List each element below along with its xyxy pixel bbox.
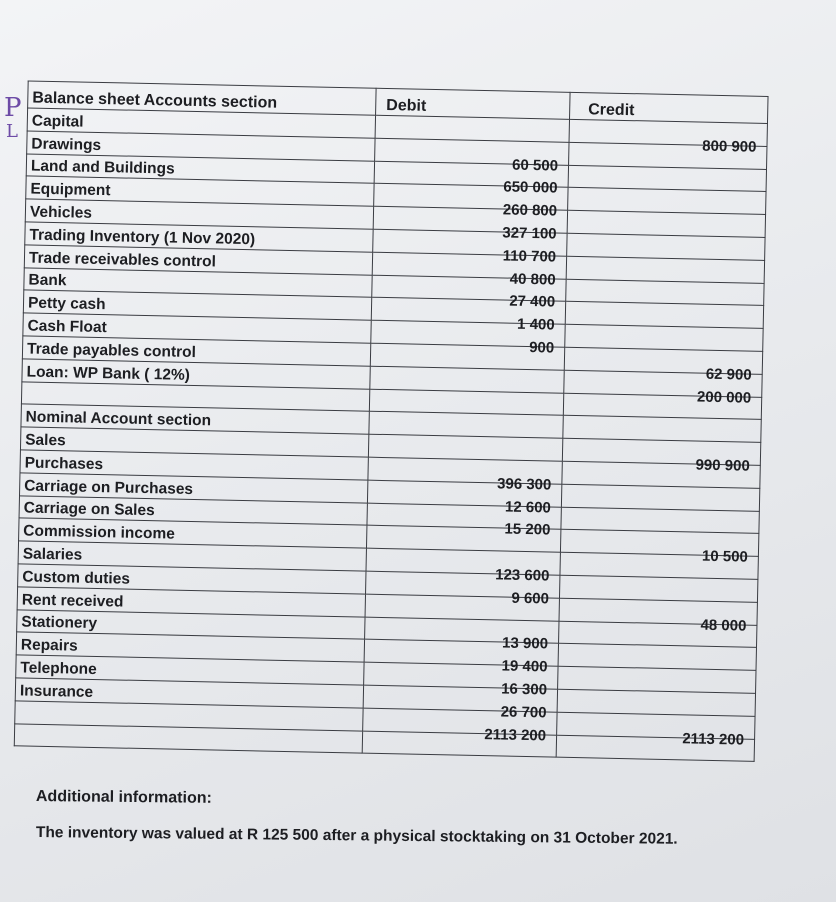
account-name-cell: Commission income (19, 518, 367, 548)
credit-amount: 800 900 (702, 137, 757, 156)
account-name-cell: Repairs (16, 632, 364, 662)
account-name-cell: Insurance (15, 678, 363, 708)
account-name-cell: Bank (24, 268, 372, 298)
account-name-cell: Nominal Account section (21, 404, 369, 434)
account-name-cell: Rent received (17, 587, 365, 617)
debit-amount: 15 200 (504, 520, 551, 539)
credit-column-header: Credit (570, 92, 769, 123)
account-name-cell: Vehicles (25, 199, 373, 229)
account-name-cell: Capital (27, 108, 375, 138)
account-name-cell: Stationery (17, 609, 365, 639)
account-name-cell: Drawings (27, 131, 375, 161)
account-name-cell: Trading Inventory (1 Nov 2020) (25, 222, 373, 252)
debit-amount: 1 400 (516, 315, 555, 334)
debit-amount: 26 700 (500, 703, 547, 722)
account-name-cell: Carriage on Purchases (20, 473, 368, 503)
credit-amount: 62 900 (705, 365, 752, 384)
account-name-cell: Land and Buildings (26, 154, 374, 184)
debit-amount: 27 400 (509, 292, 556, 311)
section-title-balance-sheet: Balance sheet Accounts section (28, 81, 376, 115)
handwritten-annotation (4, 93, 22, 144)
credit-amount: 48 000 (700, 616, 747, 635)
account-name-cell: Telephone (16, 655, 364, 685)
account-name-cell: Equipment (26, 176, 374, 206)
credit-amount: 2113 200 (682, 729, 745, 749)
trial-balance-sheet (6, 66, 790, 749)
credit-amount: 200 000 (696, 388, 752, 407)
account-name-cell: Cash Float (23, 313, 371, 343)
credit-amount: 10 500 (701, 547, 749, 566)
debit-column-header: Debit (376, 88, 571, 119)
handwritten-p: P (4, 93, 22, 123)
account-name-cell: Salaries (18, 541, 366, 571)
debit-amount: 13 900 (501, 634, 549, 653)
account-name-cell: Purchases (20, 450, 368, 480)
table-body (14, 108, 767, 762)
debit-amount: 12 600 (504, 498, 552, 517)
account-name-cell: Custom duties (18, 564, 366, 594)
account-name-cell: Sales (20, 427, 368, 457)
debit-amount: 327 100 (502, 224, 557, 243)
account-name-cell: Loan: WP Bank ( 12%) (22, 359, 370, 389)
account-name-cell: Petty cash (23, 290, 371, 320)
debit-amount: 650 000 (503, 178, 558, 197)
handwritten-l: L (6, 121, 18, 142)
account-name-cell: Trade receivables control (24, 245, 372, 275)
additional-info-text: The inventory was valued at R 125 500 after a physical stocktaking on 31 October 2021. (35, 824, 678, 848)
debit-amount: 900 (529, 338, 555, 357)
debit-amount: 16 300 (500, 680, 548, 699)
debit-amount: 60 500 (511, 156, 559, 175)
debit-amount: 396 300 (496, 475, 552, 494)
debit-amount: 19 400 (501, 657, 548, 676)
account-name-cell: Carriage on Sales (19, 495, 367, 525)
debit-amount: 260 800 (502, 201, 558, 220)
account-name-cell: Trade payables control (22, 336, 370, 366)
trial-balance-table (14, 80, 769, 762)
debit-amount: 110 700 (502, 247, 557, 266)
additional-info-heading: Additional information: (35, 788, 212, 807)
debit-amount: 40 800 (509, 270, 556, 289)
debit-amount: 9 600 (511, 589, 550, 608)
debit-amount: 123 600 (495, 566, 550, 585)
credit-amount: 990 900 (695, 456, 750, 475)
debit-amount: 2113 200 (484, 725, 547, 744)
